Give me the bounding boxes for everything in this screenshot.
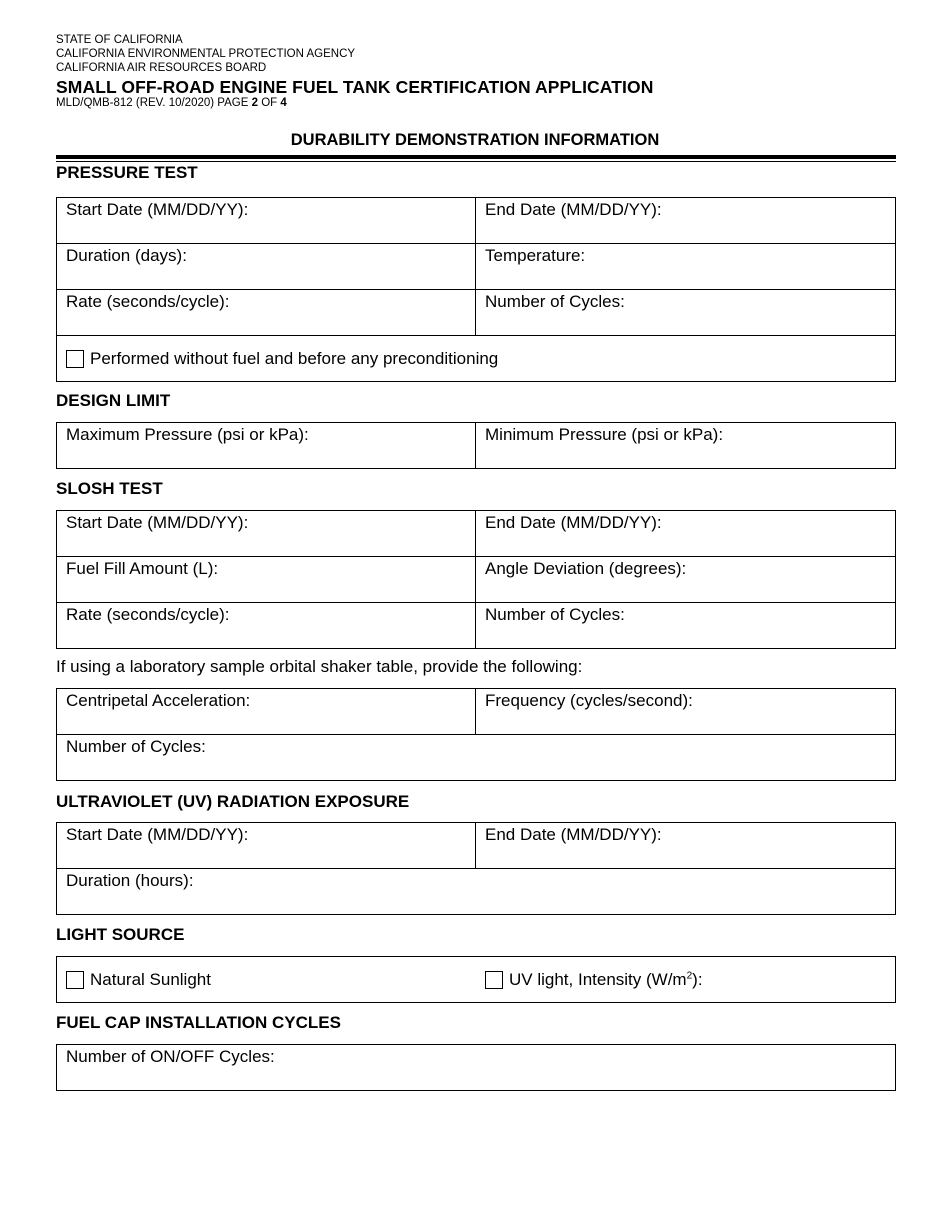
- shaker-cycles-label: Number of Cycles:: [66, 737, 206, 756]
- shaker-note: If using a laboratory sample orbital shaker table, provide the following:: [56, 657, 583, 676]
- fuel-cap-heading: FUEL CAP INSTALLATION CYCLES: [56, 1013, 341, 1032]
- fuel-cap-cycles-field[interactable]: [57, 1045, 895, 1090]
- slosh-row-fill: [57, 556, 895, 602]
- pressure-duration-field[interactable]: [57, 244, 476, 289]
- shaker-row-accel: [57, 689, 895, 734]
- uv-row-duration: [57, 868, 895, 914]
- uv-duration-label: Duration (hours):: [66, 871, 194, 890]
- uv-end-date-label: End Date (MM/DD/YY):: [485, 825, 662, 844]
- slosh-start-date-label: Start Date (MM/DD/YY):: [66, 513, 249, 532]
- form-id-prefix: MLD/QMB-812 (REV. 10/2020) PAGE: [56, 97, 252, 109]
- frequency-label: Frequency (cycles/second):: [485, 691, 693, 710]
- title-rule-thin: [56, 161, 896, 162]
- slosh-start-date-field[interactable]: [57, 511, 476, 556]
- pressure-test-box: [56, 197, 896, 382]
- pressure-temperature-field[interactable]: [476, 244, 895, 289]
- pressure-row-rate: [57, 289, 895, 335]
- pressure-start-date-field[interactable]: [57, 198, 476, 243]
- pressure-test-heading: PRESSURE TEST: [56, 163, 198, 182]
- form-id: [56, 97, 287, 109]
- pressure-rate-field[interactable]: [57, 290, 476, 335]
- pressure-end-date-field[interactable]: [476, 198, 895, 243]
- page-total: 4: [280, 97, 287, 109]
- frequency-field[interactable]: [476, 689, 895, 734]
- light-source-box: [56, 956, 896, 1003]
- uv-light-label: [509, 970, 703, 990]
- natural-sunlight-label: Natural Sunlight: [90, 969, 211, 989]
- page-current: 2: [251, 97, 258, 109]
- uv-duration-field[interactable]: [57, 869, 895, 914]
- slosh-test-heading: SLOSH TEST: [56, 479, 163, 498]
- page-of: OF: [258, 97, 281, 109]
- page-title: DURABILITY DEMONSTRATION INFORMATION: [290, 131, 660, 149]
- fuel-cap-box: [56, 1044, 896, 1091]
- angle-deviation-field[interactable]: [476, 557, 895, 602]
- slosh-rate-field[interactable]: [57, 603, 476, 648]
- angle-deviation-label: Angle Deviation (degrees):: [485, 559, 687, 578]
- uv-light-checkbox[interactable]: [485, 971, 503, 989]
- shaker-box: [56, 688, 896, 781]
- header-agency: CALIFORNIA ENVIRONMENTAL PROTECTION AGENCY: [56, 48, 356, 60]
- pressure-start-date-label: Start Date (MM/DD/YY):: [66, 200, 249, 219]
- form-title: SMALL OFF-ROAD ENGINE FUEL TANK CERTIFICATION APPLICATION: [56, 77, 654, 97]
- preconditioning-checkbox[interactable]: [66, 350, 84, 368]
- uv-light-label-suffix: ):: [692, 969, 703, 989]
- fuel-fill-field[interactable]: [57, 557, 476, 602]
- design-limit-heading: DESIGN LIMIT: [56, 391, 171, 410]
- slosh-test-box: [56, 510, 896, 649]
- pressure-cycles-label: Number of Cycles:: [485, 292, 625, 311]
- max-pressure-field[interactable]: [57, 423, 476, 468]
- natural-sunlight-checkbox[interactable]: [66, 971, 84, 989]
- pressure-cycles-field[interactable]: [476, 290, 895, 335]
- natural-sunlight-option: [57, 957, 476, 1002]
- min-pressure-label: Minimum Pressure (psi or kPa):: [485, 425, 724, 444]
- light-source-heading: LIGHT SOURCE: [56, 925, 185, 944]
- light-source-row: [57, 957, 895, 1002]
- pressure-row-checkbox: [57, 335, 895, 381]
- min-pressure-field[interactable]: [476, 423, 895, 468]
- pressure-row-dates: [57, 198, 895, 243]
- pressure-end-date-label: End Date (MM/DD/YY):: [485, 200, 662, 219]
- pressure-duration-label: Duration (days):: [66, 246, 187, 265]
- slosh-row-dates: [57, 511, 895, 556]
- header-state: STATE OF CALIFORNIA: [56, 34, 183, 46]
- preconditioning-checkbox-label: Performed without fuel and before any preconditioning: [90, 348, 499, 368]
- uv-start-date-field[interactable]: [57, 823, 476, 868]
- shaker-cycles-field[interactable]: [57, 735, 895, 780]
- fuel-cap-row: [57, 1045, 895, 1090]
- pressure-preconditioning-option: [57, 336, 498, 381]
- uv-end-date-field[interactable]: [476, 823, 895, 868]
- pressure-temperature-label: Temperature:: [485, 246, 586, 265]
- slosh-end-date-label: End Date (MM/DD/YY):: [485, 513, 662, 532]
- slosh-rate-label: Rate (seconds/cycle):: [66, 605, 230, 624]
- max-pressure-label: Maximum Pressure (psi or kPa):: [66, 425, 309, 444]
- uv-light-option: [476, 957, 703, 1002]
- centripetal-label: Centripetal Acceleration:: [66, 691, 251, 710]
- uv-start-date-label: Start Date (MM/DD/YY):: [66, 825, 249, 844]
- slosh-row-rate: [57, 602, 895, 648]
- uv-row-dates: [57, 823, 895, 868]
- uv-exposure-heading: ULTRAVIOLET (UV) RADIATION EXPOSURE: [56, 792, 410, 811]
- fuel-fill-label: Fuel Fill Amount (L):: [66, 559, 219, 578]
- slosh-cycles-label: Number of Cycles:: [485, 605, 625, 624]
- design-limit-box: [56, 422, 896, 469]
- slosh-end-date-field[interactable]: [476, 511, 895, 556]
- uv-exposure-box: [56, 822, 896, 915]
- design-limit-row: [57, 423, 895, 468]
- centripetal-field[interactable]: [57, 689, 476, 734]
- uv-light-label-sup: 2: [686, 969, 693, 981]
- fuel-cap-cycles-label: Number of ON/OFF Cycles:: [66, 1047, 275, 1066]
- pressure-rate-label: Rate (seconds/cycle):: [66, 292, 230, 311]
- pressure-row-duration: [57, 243, 895, 289]
- slosh-cycles-field[interactable]: [476, 603, 895, 648]
- uv-light-label-prefix: UV light, Intensity (W/m: [509, 969, 687, 989]
- shaker-row-cycles: [57, 734, 895, 780]
- title-rule-thick: [56, 155, 896, 159]
- header-board: CALIFORNIA AIR RESOURCES BOARD: [56, 62, 267, 74]
